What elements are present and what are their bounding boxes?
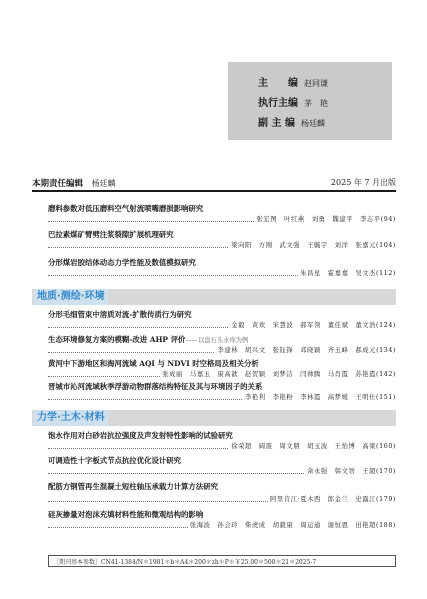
header-rule <box>32 190 396 192</box>
section-header <box>32 289 396 305</box>
article-title-row[interactable] <box>48 334 248 345</box>
editor-row <box>258 94 328 109</box>
article-author-line <box>48 369 396 380</box>
article-authors: 李艳利 李艳粉 李林霞 高梦媛 王明仕(151) <box>245 394 396 401</box>
article-title[interactable]: 晋城市沁河流域秋季浮游动物群落结构特征及其与环境因子的关系 <box>48 382 263 391</box>
editor-name: 杨廷麟 <box>300 119 325 128</box>
article-subtitle: ——以盘石头水库为例 <box>185 337 249 344</box>
article-authors: 张成丽 马嘉玉 康高歆 赵贺颖 刘梦洁 闫帅腾 马肖霞 苏艳霞(142) <box>162 371 396 378</box>
article-authors: 朱昌星 霍嘉嘉 吴文杰(112) <box>300 270 396 277</box>
issue-editor-name: 杨廷麟 <box>91 179 116 188</box>
article-title[interactable]: 饱水作用对白砂岩抗拉强度及声发射特性影响的试验研究 <box>48 431 233 440</box>
article-authors: 梁向阳 方刚 武文强 王毓宇 刘洋 张嘉元(104) <box>231 242 396 249</box>
article-title[interactable]: 硅灰掺量对泡沫充填材料性能和微观结构的影响 <box>48 510 204 519</box>
article-author-line <box>48 320 396 331</box>
editor-role: 主 编 <box>258 78 298 89</box>
article-authors: 徐荣超 阔震 周文朋 胡玉波 王怡博 高梁(160) <box>231 443 396 450</box>
section-title: 地质·测绘·环境 <box>34 289 108 305</box>
issue-editor-label: 本期责任编辑 <box>32 179 84 189</box>
editor-role: 副 主 编 <box>258 118 295 129</box>
article-author-line <box>48 214 396 225</box>
article-author-line <box>48 520 396 531</box>
article-authors: 张海波 孙会玲 柴虎成 胡毅康 周运通 谢恒恩 田艳超(188) <box>189 522 396 529</box>
article-title[interactable]: 分形毛细管束中溶质对流-扩散传质行为研究 <box>48 310 192 319</box>
article-author-line <box>48 466 396 477</box>
article-author-line <box>48 240 396 251</box>
issue-date: 2025 年 7 月出版 <box>330 178 396 187</box>
section-title: 力学·土木·材料 <box>34 410 108 426</box>
article-title[interactable]: 分形煤岩胶结体动态力学性能及数值模拟研究 <box>48 258 196 267</box>
article-author-line <box>48 345 396 356</box>
article-authors: 余永强 韩文智 王超(170) <box>307 468 396 475</box>
editor-row <box>258 74 328 89</box>
article-title[interactable]: 巴拉素煤矿臂劈注浆裂隙扩展机理研究 <box>48 230 174 239</box>
editor-name: 赵同谦 <box>304 79 328 88</box>
editor-role: 执行主编 <box>258 98 298 109</box>
article-title: 生态环境修复方案的模糊-改进 AHP 评价 <box>48 335 186 344</box>
article-author-line <box>48 392 396 403</box>
article-author-line <box>48 494 396 505</box>
journal-params: ［期刊基本参数］CN41-1384/N＊1981＊b＊A4＊200＊zh＊P＊￥25.00＊500＊21＊2025-7 <box>53 559 317 566</box>
article-authors: 阿里肯江·夏木西 郎金兰 史露江(179) <box>270 496 396 503</box>
editors-panel <box>228 62 392 140</box>
section-header <box>32 410 396 426</box>
article-title[interactable]: 配筋方钢管再生混凝土短柱轴压承载力计算方法研究 <box>48 482 218 491</box>
article-author-line <box>48 268 396 279</box>
article-authors: 张宏图 叶红燕 刘勇 魏建平 李志平(94) <box>256 216 396 223</box>
editor-row <box>258 114 325 129</box>
article-author-line <box>48 441 396 452</box>
article-title[interactable]: 磨料参数对低压磨料空气射流喷嘴磨损影响研究 <box>48 204 204 213</box>
issue-editor <box>32 177 116 189</box>
article-title[interactable]: 可调造性十字板式节点抗拉优化设计研究 <box>48 456 182 465</box>
journal-params-box <box>48 555 396 567</box>
editor-name: 茅 艳 <box>304 99 328 108</box>
article-authors: 李建林 胡兴文 张钰锋 邓晓颖 齐玉峰 郝成元(134) <box>217 347 396 354</box>
article-title[interactable]: 黄河中下游地区和海河流域 AQI 与 NDVI 时空格局及相关分析 <box>48 359 259 368</box>
article-authors: 金毅 黄欢 宋慧波 郝军领 董佳斌 董文浩(124) <box>231 322 396 329</box>
